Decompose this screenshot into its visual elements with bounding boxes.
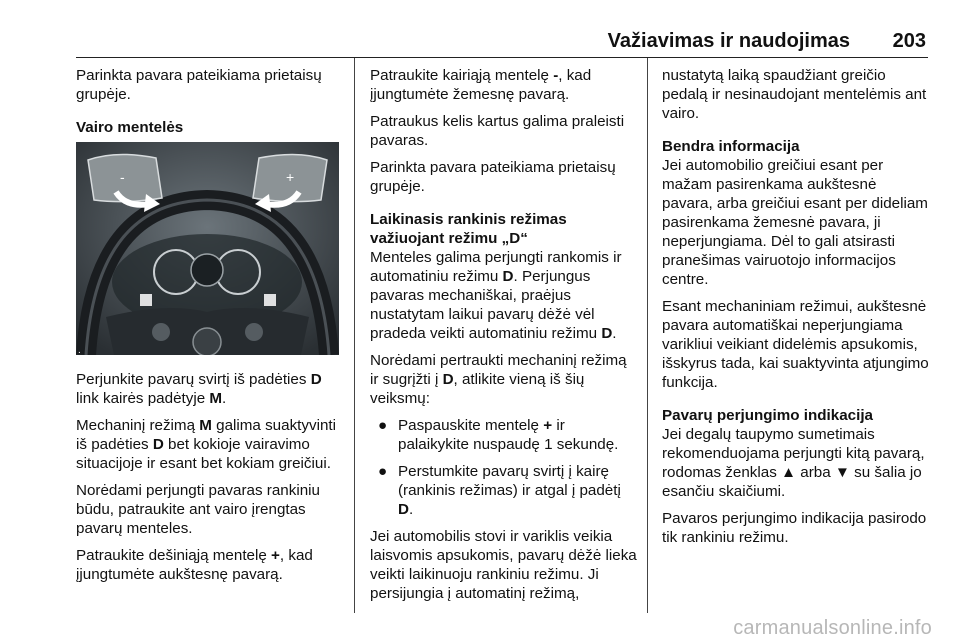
paragraph: Mechaninį režimą M galima suaktyvinti iš padėties D bet kokioje vairavimo situacijoje ir esant bet kokiam greičiui. xyxy=(76,417,336,472)
paragraph: Jei automobilis stovi ir variklis veikia laisvomis apsukomis, pavarų dėžė lieka veikti laikinuoju rankiniu režimu. Ji persijungia į automatinį režimą, xyxy=(370,528,637,602)
column-divider-1 xyxy=(354,58,355,613)
list-item: ● Paspauskite mentelę + ir palaikykite nuspaudę 1 sekundę. xyxy=(378,417,619,453)
paragraph: Patraukite dešiniąją mentelę +, kad įjungtumėte aukštesnę pavarą. xyxy=(76,547,313,583)
header-rule xyxy=(76,57,928,58)
column-3 xyxy=(662,66,930,555)
column-1-lower xyxy=(76,370,346,592)
list-item: ● Perstumkite pavarų svirtį į kairę (rankinis režimas) ir atgal į padėtį D. xyxy=(378,463,621,518)
paragraph: Parinkta pavara pateikiama prietaisų grupėje. xyxy=(76,67,322,103)
section-heading: Laikinasis rankinis režimas važiuojant režimu „D“ xyxy=(370,211,567,247)
paragraph: nustatytą laiką spaudžiant greičio pedalą ir nesinaudojant mentelėmis ant vairo. xyxy=(662,67,927,122)
column-1 xyxy=(76,66,346,137)
paragraph: Norėdami pertraukti mechaninį režimą ir sugrįžti į D, atlikite vieną iš šių veiksmų: xyxy=(370,352,627,407)
section-heading: Pavarų perjungimo indikacija xyxy=(662,407,874,424)
page-number: 203 xyxy=(892,30,926,52)
minus-paddle-label: - xyxy=(120,169,125,185)
paragraph: Menteles galima perjungti rankomis ir automatiniu režimu D. Perjungus pavaras mechaniškai, praėjus nustatytam laikui pavarų dėžė vėl pradeda veikti automatiniu režimu D. xyxy=(370,249,622,342)
paragraph: Perjunkite pavarų svirtį iš padėties D link kairės padėtyje M. xyxy=(76,371,322,407)
paragraph: Jei degalų taupymo sumetimais rekomenduojama perjungti kitą pavarą, rodomas ženklas ▲ arba ▼ su šalia jo esančiu skaičiumi. xyxy=(662,426,925,500)
paragraph: Norėdami perjungti pavaras rankiniu būdu, patraukite ant vairo įrengtas pavarų menteles. xyxy=(76,482,320,537)
header-title: Važiavimas ir naudojimas xyxy=(607,30,850,52)
paragraph: Patraukus kelis kartus galima praleisti pavaras. xyxy=(370,113,625,149)
section-heading: Vairo mentelės xyxy=(76,119,184,136)
column-divider-2 xyxy=(647,58,648,613)
plus-paddle-label: + xyxy=(286,169,295,185)
page-header xyxy=(76,30,928,54)
bullet-icon: ● xyxy=(378,417,388,434)
image-corner-mark: . xyxy=(78,345,81,355)
paragraph: Jei automobilio greičiui esant per mažam pasirenkama aukštesnė pavara, arba greičiui esant per dideliam pasirenkama žemesnė pavara, ji neperjungiama. Dėl to gali atsirasti pranešimas vairuotojo informacijos centre. xyxy=(662,157,928,288)
paragraph: Pavaros perjungimo indikacija pasirodo tik rankiniu režimu. xyxy=(662,510,927,546)
steering-wheel-paddles-image xyxy=(76,142,339,355)
watermark: carmanualsonline.info xyxy=(733,617,932,639)
column-2 xyxy=(370,66,638,611)
paragraph: Esant mechaniniam režimui, aukštesnė pavara automatiškai neperjungiama varikliui veikiant didelėmis apsukomis, išskyrus tada, kai suaktyvinta atjungimo funkcija. xyxy=(662,298,929,391)
bullet-icon: ● xyxy=(378,463,388,480)
section-heading: Bendra informacija xyxy=(662,138,800,155)
paragraph: Parinkta pavara pateikiama prietaisų grupėje. xyxy=(370,159,616,195)
paragraph: Patraukite kairiąją mentelę -, kad įjungtumėte žemesnę pavarą. xyxy=(370,67,592,103)
